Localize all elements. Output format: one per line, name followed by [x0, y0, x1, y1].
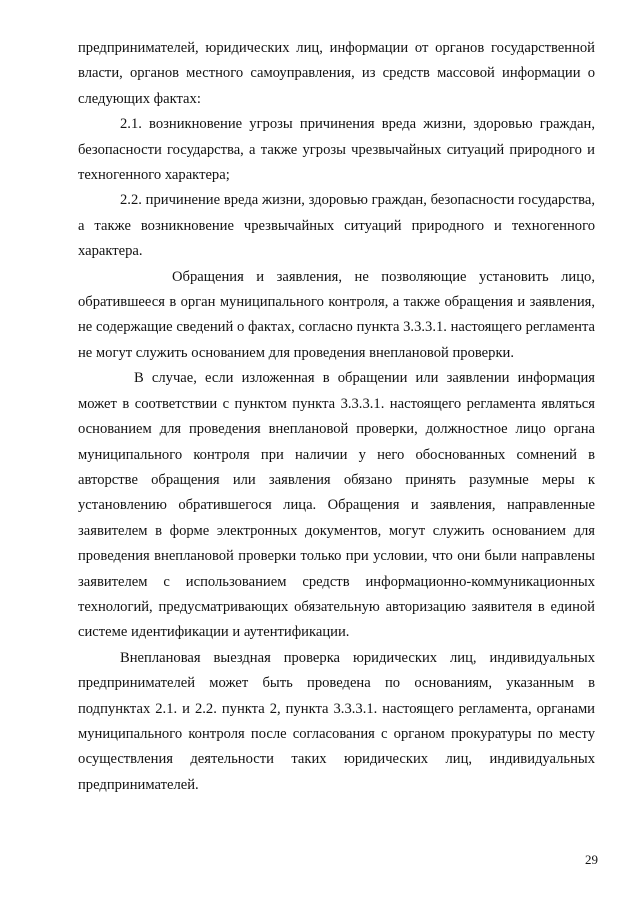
paragraph-item-2-2: 2.2. причинение вреда жизни, здоровью граждан, безопасности государства, а также возникновение чрезвычайных ситуаций природного и техногенного характера.	[78, 192, 595, 260]
paragraph-anonymous-appeals: Обращения и заявления, не позволяющие установить лицо, обратившееся в орган муниципального контроля, а также обращения и заявления, не содержащие сведений о фактах, согласно пункта 3.3.3.1. настоящего регламента не могут служить основанием для проведения внеплановой проверки.	[78, 268, 595, 361]
document-body	[78, 36, 595, 798]
paragraph-item-2-1: 2.1. возникновение угрозы причинения вреда жизни, здоровью граждан, безопасности государства, а также угрозы чрезвычайных ситуаций природного и техногенного характера;	[78, 116, 595, 184]
paragraph-doubtful-authorship: В случае, если изложенная в обращении или заявлении информация может в соответствии с пунктом пункта 3.3.3.1. настоящего регламента являться основанием для проведения внеплановой проверки, должностное лицо органа муниципального контроля при наличии у него обоснованных сомнений в авторстве обращения или заявления обязано принять разумные меры к установлению обратившегося лица. Обращения и заявления, направленные заявителем в форме электронных документов, могут служить основанием для проведения внеплановой проверки только при условии, что они были направлены заявителем с использованием средств информационно-коммуникационных технологий, предусматривающих обязательную авторизацию заявителя в единой системе идентификации и аутентификации.	[78, 370, 595, 641]
paragraph-unscheduled-inspection: Внеплановая выездная проверка юридических лиц, индивидуальных предпринимателей может быть проведена по основаниям, указанным в подпунктах 2.1. и 2.2. пункта 2, пункта 3.3.3.1. настоящего регламента, органами муниципального контроля после согласования с органом прокуратуры по месту осуществления деятельности таких юридических лиц, индивидуальных предпринимателей.	[78, 649, 595, 793]
page-number: 29	[585, 852, 598, 867]
paragraph-continuation: предпринимателей, юридических лиц, информации от органов государственной власти, органов местного самоуправления, из средств массовой информации о следующих фактах:	[78, 40, 595, 107]
